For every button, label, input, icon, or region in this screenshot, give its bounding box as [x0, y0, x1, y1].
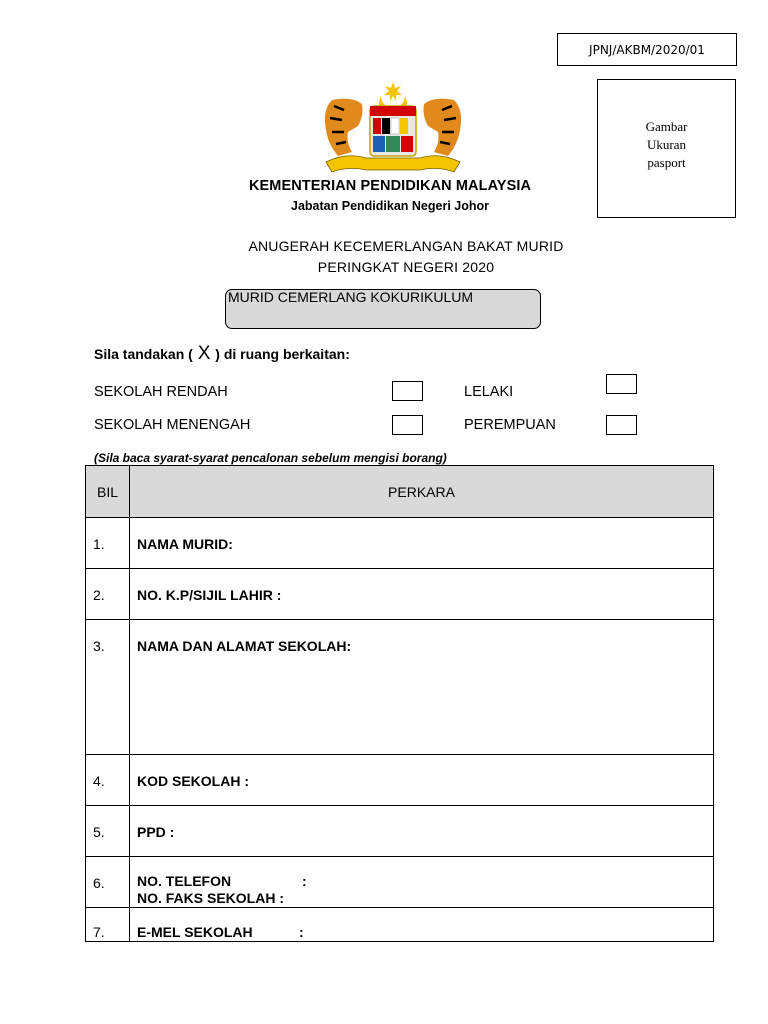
label-emel: E-MEL SEKOLAH: [137, 924, 253, 940]
row-number: 5.: [86, 806, 130, 857]
form-title-line1: ANUGERAH KECEMERLANGAN BAKAT MURID: [248, 238, 564, 254]
coat-of-arms-logo: [318, 80, 468, 178]
label-faks: NO. FAKS SEKOLAH: [137, 890, 276, 906]
field-kod-sekolah[interactable]: KOD SEKOLAH :: [130, 755, 714, 806]
checkbox-perempuan[interactable]: [606, 415, 637, 435]
field-emel-sekolah[interactable]: [130, 908, 714, 942]
row-number: 6.: [86, 857, 130, 908]
table-row: [86, 806, 714, 857]
photo-box-line2: Ukuran: [647, 137, 686, 152]
colon-faks: :: [279, 890, 285, 906]
option-sekolah-rendah-label: SEKOLAH RENDAH: [94, 384, 228, 400]
ministry-name: KEMENTERIAN PENDIDIKAN MALAYSIA: [248, 178, 532, 194]
option-lelaki-label: LELAKI: [464, 384, 514, 400]
row-number: 4.: [86, 755, 130, 806]
row-number: 1.: [86, 518, 130, 569]
passport-photo-box: [597, 79, 736, 218]
table-row: [86, 569, 714, 620]
table-row: [86, 755, 714, 806]
table-row: [86, 620, 714, 755]
category-box: [225, 289, 541, 329]
checkbox-lelaki[interactable]: [606, 374, 637, 394]
photo-box-line1: Gambar: [645, 119, 688, 134]
table-row: [86, 518, 714, 569]
option-sekolah-menengah-label: SEKOLAH MENENGAH: [94, 417, 251, 433]
category-label: MURID CEMERLANG KOKURIKULUM: [228, 289, 474, 305]
header-bil: BIL: [86, 466, 130, 518]
form-title-line2: PERINGKAT NEGERI 2020: [317, 259, 495, 275]
colon-telefon: :: [302, 873, 307, 889]
nomination-form-table: [85, 465, 714, 942]
photo-box-line3: pasport: [647, 155, 686, 170]
field-ppd[interactable]: PPD :: [130, 806, 714, 857]
field-nama-alamat-sekolah[interactable]: NAMA DAN ALAMAT SEKOLAH:: [130, 620, 714, 755]
checkbox-sekolah-rendah[interactable]: [392, 381, 423, 401]
instruction-text: [94, 343, 350, 365]
row-number: 2.: [86, 569, 130, 620]
table-header-row: [86, 466, 714, 518]
colon-emel: :: [299, 924, 304, 940]
field-no-kp[interactable]: NO. K.P/SIJIL LAHIR :: [130, 569, 714, 620]
instruction-note: (Sila baca syarat-syarat pencalonan sebelum mengisi borang): [94, 451, 447, 465]
department-name: Jabatan Pendidikan Negeri Johor: [291, 199, 489, 213]
option-perempuan-label: PEREMPUAN: [464, 417, 556, 433]
checkbox-sekolah-menengah[interactable]: [392, 415, 423, 435]
table-row: [86, 857, 714, 908]
instruction-mark: X: [197, 343, 211, 364]
table-row: [86, 908, 714, 942]
header-perkara: PERKARA: [130, 466, 714, 518]
row-number: 3.: [86, 620, 130, 755]
label-telefon: NO. TELEFON: [137, 873, 232, 889]
instruction-before: Sila tandakan (: [94, 346, 193, 362]
field-nama-murid[interactable]: NAMA MURID:: [130, 518, 714, 569]
instruction-after: ) di ruang berkaitan:: [215, 346, 350, 362]
field-telefon-faks[interactable]: [130, 857, 714, 908]
reference-code: JPNJ/AKBM/2020/01: [557, 33, 737, 66]
row-number: 7.: [86, 908, 130, 942]
